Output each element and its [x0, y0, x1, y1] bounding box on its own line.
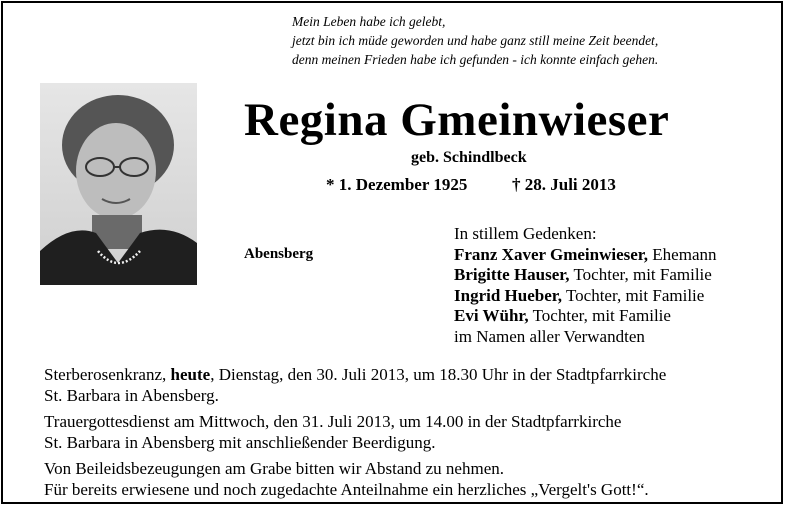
- death-date: † 28. Juli 2013: [512, 175, 616, 194]
- rosary-location: St. Barbara in Abensberg.: [44, 386, 219, 405]
- mourners-list: [454, 224, 717, 347]
- mourner-line: [454, 265, 717, 286]
- birth-date: * 1. Dezember 1925: [326, 175, 468, 194]
- quote-line: Mein Leben habe ich gelebt,: [292, 14, 446, 29]
- mourner-line: [454, 286, 717, 307]
- quote-line: jetzt bin ich müde geworden und habe ganz still meine Zeit beendet,: [292, 33, 659, 48]
- rosary-text: Sterberosenkranz,: [44, 365, 171, 384]
- funeral-location: St. Barbara in Abensberg mit anschließender Beerdigung.: [44, 433, 436, 452]
- mourners-closing: im Namen aller Verwandten: [454, 326, 645, 346]
- service-notices: [44, 364, 666, 500]
- memorial-quote: [292, 12, 658, 69]
- portrait-image: [40, 83, 197, 285]
- funeral-notice: Trauergottesdienst am Mittwoch, den 31. Juli 2013, um 14.00 in der Stadtpfarrkirche: [44, 412, 622, 431]
- mourner-relation: Tochter, mit Familie: [562, 285, 705, 305]
- hometown: Abensberg: [244, 246, 314, 262]
- mourner-name: Ingrid Hueber,: [454, 285, 563, 305]
- quote-line: denn meinen Frieden habe ich gefunden - ich konnte einfach gehen.: [292, 52, 659, 67]
- mourner-name: Evi Wühr,: [454, 306, 529, 325]
- mourner-line: [454, 245, 717, 266]
- mourner-name: Franz Xaver Gmeinwieser,: [454, 244, 649, 264]
- rosary-text: , Dienstag, den 30. Juli 2013, um 18.30 Uhr in der Stadtpfarrkirche: [210, 365, 667, 384]
- mourner-relation: Ehemann: [648, 244, 717, 264]
- rosary-notice: [44, 364, 666, 385]
- deceased-name: Regina Gmeinwieser: [244, 94, 670, 146]
- mourner-line: [454, 306, 717, 327]
- condolence-note: Von Beileidsbezeugungen am Grabe bitten wir Abstand zu nehmen.: [44, 459, 504, 478]
- portrait-photo: [40, 83, 197, 285]
- thanks-note: Für bereits erwiesene und noch zugedachte Anteilnahme ein herzliches „Vergelt's Gott!“.: [44, 480, 649, 499]
- mourner-relation: Tochter, mit Familie: [569, 265, 712, 284]
- mourner-relation: Tochter, mit Familie: [528, 306, 671, 325]
- rosary-today: heute: [170, 365, 211, 384]
- mourners-heading: In stillem Gedenken:: [454, 224, 597, 243]
- maiden-name: geb. Schindlbeck: [411, 149, 527, 166]
- mourner-name: Brigitte Hauser,: [454, 265, 570, 284]
